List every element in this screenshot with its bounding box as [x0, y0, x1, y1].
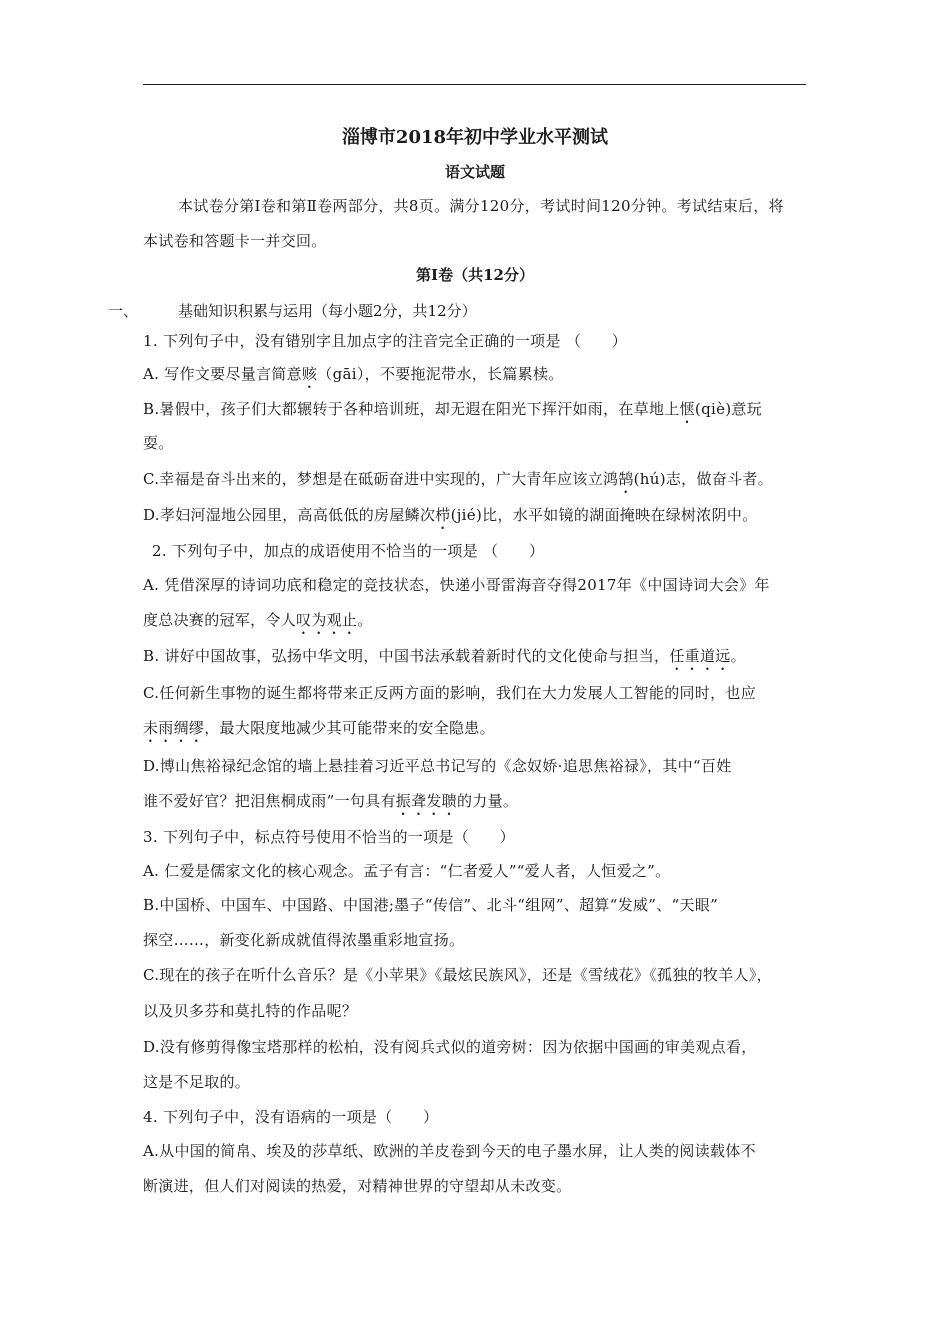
dotted-char: 栉	[435, 506, 451, 524]
q3-option-c-cont: 以及贝多芬和莫扎特的作品呢？	[143, 1002, 358, 1020]
dotted-idiom: 振聋发聩	[395, 792, 457, 810]
q2-option-a-cont: 度总决赛的冠军，令人叹为观止。	[143, 611, 373, 629]
dotted-char: 惬	[679, 400, 695, 418]
q3-stem: 3. 下列句子中，标点符号使用不恰当的一项是（ ）	[143, 828, 515, 846]
q3-option-c: C.现在的孩子在听什么音乐？是《小苹果》《最炫民族风》，还是《雪绒花》《孤独的牧羊人》，	[143, 966, 772, 984]
volume-title: 第Ⅰ卷（共12分）	[416, 266, 534, 284]
dotted-idiom: 未雨绸缪	[143, 719, 205, 737]
q2-option-d: D.博山焦裕禄纪念馆的墙上悬挂着习近平总书记写的《念奴娇·追思焦裕禄》，其中“百姓	[143, 757, 732, 775]
q2-option-d-cont: 谁不爱好官？把泪焦桐成雨”一句具有振聋发聩的力量。	[143, 792, 519, 810]
q3-option-b: B.中国桥、中国车、中国路、中国港;墨子“传信”、北斗“组网”、超算“发威”、“天眼”	[143, 896, 719, 914]
q4-stem: 4. 下列句子中，没有语病的一项是（ ）	[143, 1108, 439, 1126]
q3-option-b-cont: 探空……，新变化新成就值得浓墨重彩地宣扬。	[143, 931, 465, 949]
q1-option-c: C.幸福是奋斗出来的，梦想是在砥砺奋进中实现的，广大青年应该立鸿鹄(hú)志，做奋斗者。	[143, 470, 773, 488]
header-rule	[143, 84, 806, 85]
intro-line-2: 本试卷和答题卡一并交回。	[143, 232, 327, 250]
q3-option-d: D.没有修剪得像宝塔那样的松柏，没有阅兵式似的道旁树：因为依据中国画的审美观点看，	[143, 1038, 757, 1056]
q4-option-a: A.从中国的简帛、埃及的莎草纸、欧洲的羊皮卷到今天的电子墨水屏，让人类的阅读载体不	[143, 1142, 756, 1160]
q1-option-b: B.暑假中，孩子们大都辗转于各种培训班，却无遐在阳光下挥汗如雨，在草地上惬(qiè)意玩	[143, 400, 763, 418]
dotted-idiom: 任重道远	[669, 647, 731, 665]
exam-title: 淄博市2018年初中学业水平测试	[341, 127, 609, 148]
q1-option-d: D.孝妇河湿地公园里，高高低低的房屋鳞次栉(jié)比，水平如镜的湖面掩映在绿树浓阴中。	[143, 506, 758, 524]
q1-option-a: A. 写作文要尽量言简意赅（gāi），不要拖泥带水，长篇累椟。	[143, 365, 564, 383]
section-number: 一、	[108, 302, 139, 320]
intro-line-1: 本试卷分第Ⅰ卷和第Ⅱ卷两部分，共8页。满分120分，考试时间120分钟。考试结束后，将	[178, 197, 784, 215]
exam-subtitle: 语文试题	[444, 163, 505, 181]
dotted-idiom: 叹为观止	[296, 611, 358, 629]
q4-option-a-cont: 断演进，但人们对阅读的热爱，对精神世界的守望却从未改变。	[143, 1177, 572, 1195]
q3-option-d-cont: 这是不足取的。	[143, 1073, 251, 1091]
q2-option-c: C.任何新生事物的诞生都将带来正反两方面的影响，我们在大力发展人工智能的同时，也应	[143, 684, 757, 702]
q2-option-a: A. 凭借深厚的诗词功底和稳定的竞技状态，快递小哥雷海音夺得2017年《中国诗词大会》年	[143, 576, 770, 594]
dotted-char: 鹄	[618, 470, 634, 488]
dotted-char: 赅	[301, 365, 318, 383]
q3-option-a: A. 仁爱是儒家文化的核心观念。孟子有言：“仁者爱人”“爱人者，人恒爱之”。	[143, 862, 671, 880]
q1-option-b-cont: 耍。	[143, 434, 174, 452]
section-title: 基础知识积累与运用（每小题2分，共12分）	[178, 302, 477, 320]
q2-option-c-cont: 未雨绸缪，最大限度地减少其可能带来的安全隐患。	[143, 719, 495, 737]
q2-option-b: B. 讲好中国故事，弘扬中华文明，中国书法承载着新时代的文化使命与担当，任重道远。	[143, 647, 746, 665]
q1-stem: 1. 下列句子中，没有错别字且加点字的注音完全正确的一项是 （ ）	[143, 332, 628, 350]
q2-stem: 2. 下列句子中，加点的成语使用不恰当的一项是 （ ）	[152, 542, 545, 560]
